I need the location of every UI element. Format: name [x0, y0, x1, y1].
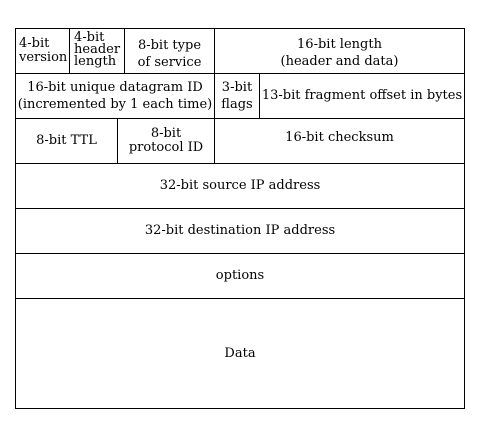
version-field-label: 4-bit version	[19, 36, 68, 65]
checksum-field	[214, 118, 465, 164]
protocol-field	[117, 118, 215, 164]
ttl-field-label: 8-bit TTL	[36, 133, 97, 148]
data-field-label: Data	[224, 345, 256, 361]
flags-field-label: 3-bit flags	[221, 80, 253, 112]
datagram-id-field-label: 16-bit unique datagram ID (incremented by 1 each time)	[17, 80, 213, 112]
type-of-service-field-label: 8-bit type of service	[137, 38, 202, 70]
header-length-field-label: 4-bit header length	[74, 30, 121, 69]
flags-field	[214, 73, 260, 119]
type-of-service-field	[124, 28, 215, 74]
fragment-offset-field-label: 13-bit fragment offset in bytes	[261, 88, 463, 103]
protocol-field-label: 8-bit protocol ID	[128, 126, 204, 155]
destination-ip-field-label: 32-bit destination IP address	[144, 223, 336, 238]
checksum-field-label: 16-bit checksum	[285, 130, 394, 145]
header-length-field	[69, 28, 125, 74]
version-field	[15, 28, 70, 74]
options-field-label: options	[215, 268, 265, 283]
ttl-field	[15, 118, 118, 164]
source-ip-field-label: 32-bit source IP address	[159, 178, 321, 193]
data-field	[15, 298, 465, 409]
source-ip-field	[15, 163, 465, 209]
datagram-id-field	[15, 73, 215, 119]
destination-ip-field	[15, 208, 465, 254]
options-field	[15, 253, 465, 299]
total-length-field-label: 16-bit length (header and data)	[280, 37, 399, 69]
total-length-field	[214, 28, 465, 74]
fragment-offset-field	[259, 73, 465, 119]
